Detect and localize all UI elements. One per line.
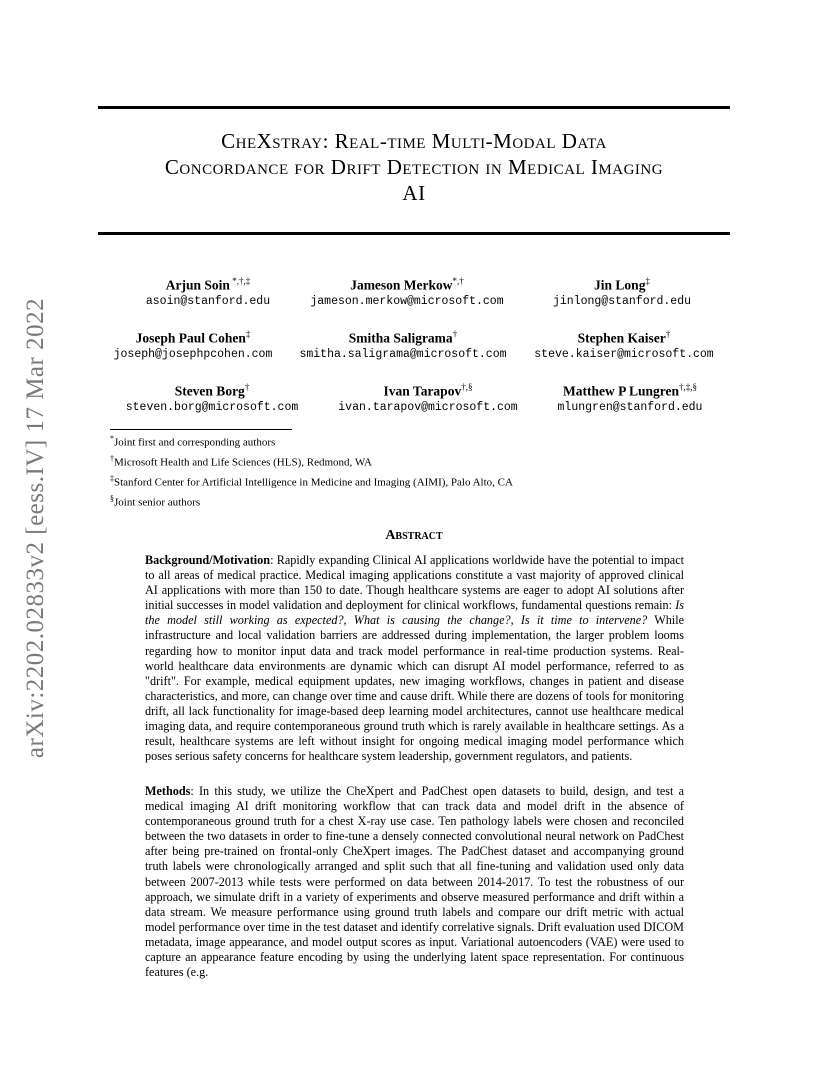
arxiv-stamp: arXiv:2202.02833v2 [eess.IV] 17 Mar 2022 [22, 297, 49, 759]
author-email: asoin@stanford.edu [145, 294, 271, 308]
footnote: †Microsoft Health and Life Sciences (HLS), Redmond, WA [110, 453, 372, 469]
author-email: mlungren@stanford.edu [557, 400, 703, 414]
author-name: Ivan Tarapov†,§ [383, 382, 473, 399]
abstract-paragraph-background: Background/Motivation: Rapidly expanding Clinical AI applications worldwide have the potential to impact to all areas of medical practice. Medical imaging applications constitute a vast majority of approved clinical AI applications with more than 150 to date. Though healthcare systems are eager to adopt AI solutions after initial successes in model validation and deployment for clinical workflows, fundamental questions remain: Is the model still working as expected?, What is causing the change?, Is it time to intervene? While infrastructure and local validation barriers are addressed during implementation, the larger problem looms regarding how to monitor input data and track model performance in real-time production systems. Real-world healthcare data environments are dynamic which can disrupt AI model performance, referred to as "drift". For example, medical equipment updates, new imaging workflows, changes in patient and disease characteristics, and more, can change over time and cause drift. While there are dozens of tools for monitoring drift, all lack functionality for image-based deep learning model architectures, cannot use healthcare medical imaging data, and require contemporaneous ground truth which is rarely available in healthcare settings. As a result, healthcare systems are left without insight for ongoing medical imaging model performance which poses serious safety concerns for healthcare system leadership, government regulators, and patients. [145, 553, 684, 764]
author-name: Stephen Kaiser† [577, 329, 671, 346]
author-name: Steven Borg† [174, 382, 250, 399]
author-email: jinlong@stanford.edu [552, 294, 692, 308]
author-block [505, 379, 755, 416]
paragraph-label: Background/Motivation [145, 553, 271, 567]
author-block [497, 273, 747, 310]
author-name: Smitha Saligrama† [348, 329, 458, 346]
title-rule-bottom [98, 232, 730, 235]
title-rule-top [98, 106, 730, 109]
title-line-2: Concordance for Drift Detection in Medical Imaging [164, 155, 664, 179]
footnotes [110, 431, 513, 510]
author-name: Matthew P Lungren†,‡,§ [562, 382, 697, 399]
author-email: jameson.merkow@microsoft.com [310, 294, 504, 308]
footnote-rule [110, 429, 292, 430]
author-email: joseph@josephpcohen.com [113, 347, 273, 361]
author-block [282, 273, 532, 310]
footnote: §Joint senior authors [110, 493, 201, 509]
author-block [87, 379, 337, 416]
title-line-1: CheXstray: Real-time Multi-Modal Data [221, 129, 607, 153]
author-name: Joseph Paul Cohen‡ [135, 329, 251, 346]
author-email: steven.borg@microsoft.com [125, 400, 299, 414]
author-name: Jin Long‡ [594, 276, 650, 293]
author-name: Arjun Soin *,†,‡ [165, 276, 251, 293]
abstract-paragraph-methods: Methods: In this study, we utilize the CheXpert and PadChest open datasets to build, design, and test a medical imaging AI drift monitoring workflow that can track data and model drift in the absence of contemporaneous ground truth for a chest X-ray use case. Ten pathology labels were chosen and reconciled between the two datasets in order to fine-tune a densely connected convolutional neural network on PadChest after being pre-trained on frontal-only CheXpert images. The PadChest dataset and accompanying ground truth labels were chronologically arranged and split such that all fine-tuning and validation used only data between 2007-2013 while tests were performed on data between 2014-2017. To test the robustness of our approach, we simulate drift in a variety of experiments and observe measured performance and drift within a data stream. We measure performance using ground truth labels and compare our drift metric with actual model performance over time in the test dataset and identify correlative signals. Drift evaluation used DICOM metadata, image appearance, and model output scores as input. Variational autoencoders (VAE) were used to capture an appearance feature encoding by using the underlying latent space representation. For continuous features (e.g. [145, 784, 684, 980]
author-name: Jameson Merkow*,† [350, 276, 464, 293]
paper-title [98, 128, 730, 206]
author-email: smitha.saligrama@microsoft.com [299, 347, 507, 361]
author-block [278, 326, 528, 363]
author-email: steve.kaiser@microsoft.com [534, 347, 714, 361]
paragraph-label: Methods [145, 784, 191, 798]
author-block [499, 326, 749, 363]
author-email: ivan.tarapov@microsoft.com [338, 400, 518, 414]
italic-questions: Is the model still working as expected?, What is causing the change?, Is it time to intervene? [145, 598, 684, 628]
title-line-3: AI [402, 181, 426, 205]
footnote: *Joint first and corresponding authors [110, 434, 276, 449]
abstract-heading: Abstract [385, 528, 443, 543]
footnote: ‡Stanford Center for Artificial Intelligence in Medicine and Imaging (AIMI), Palo Alto, CA [110, 473, 513, 489]
